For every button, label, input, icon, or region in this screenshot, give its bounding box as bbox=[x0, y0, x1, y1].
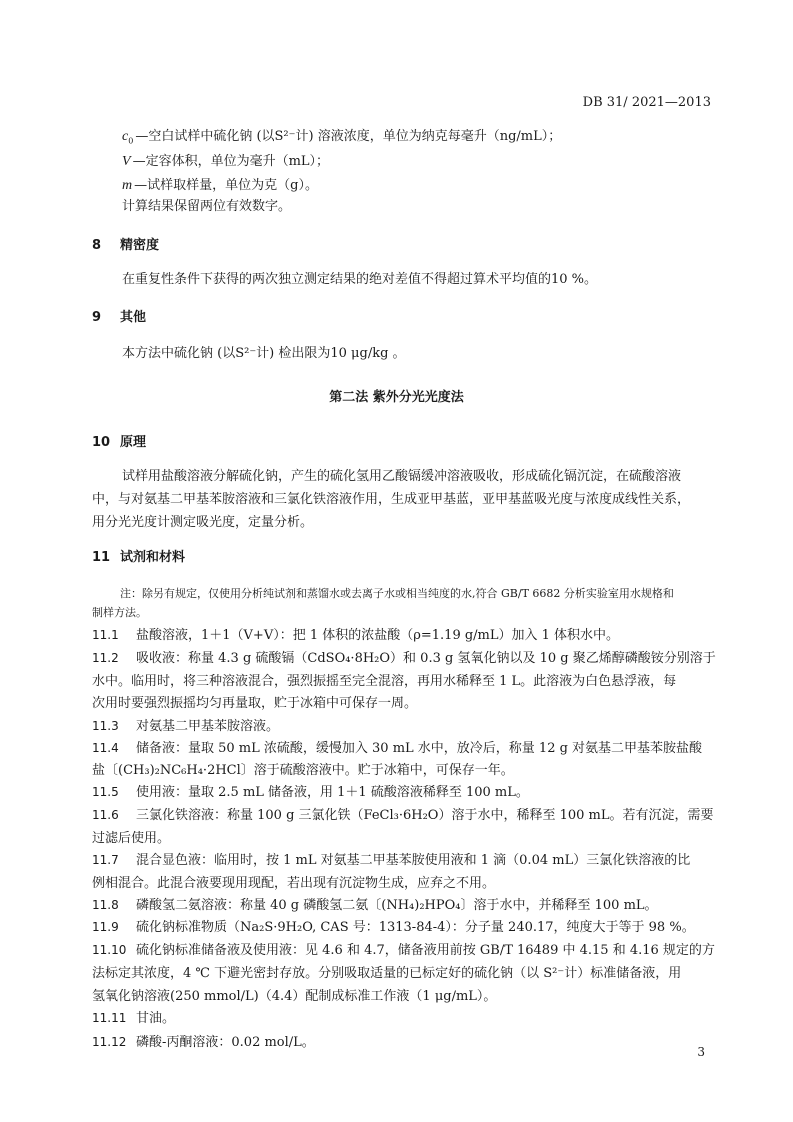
reagent-item-continuation: 盐〔(CH₃)₂NC₆H₄·2HCl〕溶于硫酸溶液中。贮于冰箱中，可保存一年。 bbox=[92, 763, 514, 778]
definition-text: 定容体积，单位为毫升（mL）； bbox=[145, 154, 330, 169]
reagent-item-text: 甘油。 bbox=[136, 1011, 176, 1026]
reagent-item bbox=[92, 895, 658, 916]
reagent-item-continuation: 次用时要强烈振摇均匀再量取，贮于冰箱中可保存一周。 bbox=[92, 696, 418, 711]
definition-text: 空白试样中硫化钠 (以S²⁻计) 溶液浓度，单位为纳克每毫升（ng/mL）； bbox=[148, 129, 562, 144]
definition-text: 试样取样量，单位为克（g）。 bbox=[147, 178, 318, 193]
reagent-item-text: 盐酸溶液，1＋1（V+V）：把 1 体积的浓盐酸（ρ=1.19 g/mL）加入 1 体积水中。 bbox=[136, 628, 620, 643]
reagent-item bbox=[92, 940, 715, 961]
reagent-item-continuation: 例相混合。此混合液要现用现配，若出现有沉淀物生成，应弃之不用。 bbox=[92, 876, 496, 891]
reagent-item-text: 磷酸-丙酮溶液：0.02 mol/L。 bbox=[136, 1035, 315, 1050]
section-number: 10 bbox=[92, 435, 111, 450]
reagent-item-number: 11.8 bbox=[92, 898, 119, 912]
method-title: 第二法 紫外分光光度法 bbox=[329, 390, 464, 405]
reagent-item-number: 11.4 bbox=[92, 741, 119, 755]
header-std-code: DB 31/ 2021—2013 bbox=[582, 95, 711, 110]
reagent-item bbox=[92, 1008, 175, 1029]
reagent-item-number: 11.1 bbox=[92, 628, 119, 642]
definition-row bbox=[122, 151, 329, 172]
definition-row bbox=[122, 175, 318, 196]
section-9-heading bbox=[92, 306, 146, 325]
definition-dash: — bbox=[135, 129, 149, 144]
section-10-text-line: 用分光光度计测定吸光度，定量分析。 bbox=[92, 515, 314, 530]
reagent-item-number: 11.3 bbox=[92, 719, 119, 733]
section-title: 原理 bbox=[120, 435, 147, 450]
reagent-item bbox=[92, 738, 702, 759]
reagent-item-continuation: 氢氧化钠溶液(250 mmol/L)（4.4）配制成标准工作液（1 μg/mL）。 bbox=[92, 989, 497, 1004]
section-number: 11 bbox=[92, 550, 111, 565]
reagent-item-text: 混合显色液：临用时，按 1 mL 对氨基二甲基苯胺使用液和 1 滴（0.04 mL）三氯化铁溶液的比 bbox=[136, 853, 691, 868]
reagent-item-number: 11.12 bbox=[92, 1035, 127, 1049]
section-8-heading bbox=[92, 234, 159, 253]
section-8-text: 在重复性条件下获得的两次独立测定结果的绝对差值不得超过算术平均值的10 %。 bbox=[122, 272, 598, 287]
reagent-item-number: 11.10 bbox=[92, 943, 127, 957]
reagent-item-number: 11.7 bbox=[92, 853, 119, 867]
definition-symbol: c bbox=[122, 129, 129, 144]
reagent-item-number: 11.9 bbox=[92, 920, 119, 934]
definition-row bbox=[122, 126, 561, 152]
reagent-item-text: 三氯化铁溶液：称量 100 g 三氯化铁（FeCl₃·6H₂O）溶于水中，稀释至 100 mL。若有沉淀，需要 bbox=[136, 808, 714, 823]
reagent-item-text: 对氨基二甲基苯胺溶液。 bbox=[136, 719, 280, 734]
reagent-item bbox=[92, 1032, 315, 1053]
definition-dash: — bbox=[132, 154, 146, 169]
definition-symbol: V bbox=[122, 154, 131, 169]
reagent-item bbox=[92, 917, 695, 938]
reagent-item bbox=[92, 782, 529, 803]
reagent-item bbox=[92, 625, 619, 646]
section-10-text-line: 试样用盐酸溶液分解硫化钠，产生的硫化氢用乙酸镉缓冲溶液吸收，形成硫化镉沉淀，在硫酸溶液 bbox=[122, 469, 682, 484]
reagent-item-continuation: 过滤后使用。 bbox=[92, 831, 171, 846]
reagent-item-text: 吸收液：称量 4.3 g 硫酸镉（CdSO₄·8H₂O）和 0.3 g 氢氧化钠以及 10 g 聚乙烯醇磷酸铵分别溶于 bbox=[136, 651, 716, 666]
reagent-note-line: 制样方法。 bbox=[92, 606, 147, 619]
reagent-item-text: 磷酸氢二氨溶液：称量 40 g 磷酸氢二氨〔(NH₄)₂HPO₄〕溶于水中，并稀释至 100 mL。 bbox=[136, 898, 658, 913]
section-title: 试剂和材料 bbox=[120, 550, 186, 565]
reagent-item-number: 11.2 bbox=[92, 651, 119, 665]
section-number: 9 bbox=[92, 310, 102, 325]
section-title: 精密度 bbox=[120, 238, 160, 253]
reagent-item bbox=[92, 850, 690, 871]
reagent-item bbox=[92, 716, 279, 737]
reagent-item-text: 硫化钠标准物质（Na₂S·9H₂O, CAS 号：1313-84-4）：分子量 240.17，纯度大于等于 98 %。 bbox=[136, 920, 695, 935]
definition-symbol: m bbox=[122, 178, 133, 193]
reagent-item-number: 11.11 bbox=[92, 1011, 127, 1025]
section-9-text: 本方法中硫化钠 (以S²⁻计) 检出限为10 μg/kg 。 bbox=[122, 346, 406, 361]
section-10-heading bbox=[92, 431, 146, 450]
section-11-heading bbox=[92, 546, 185, 565]
reagent-note-line: 注：除另有规定，仅使用分析纯试剂和蒸馏水或去离子水或相当纯度的水,符合 GB/T 6682 分析实验室用水规格和 bbox=[120, 587, 674, 600]
reagent-item-continuation: 法标定其浓度，4 ℃ 下避光密封存放。分别吸取适量的已标定好的硫化钠（以 S²⁻计）标准储备液，用 bbox=[92, 966, 682, 981]
reagent-item-text: 硫化钠标准储备液及使用液：见 4.6 和 4.7，储备液用前按 GB/T 16489 中 4.15 和 4.16 规定的方 bbox=[136, 943, 715, 958]
section-10-text-line: 中，与对氨基二甲基苯胺溶液和三氯化铁溶液作用，生成亚甲基蓝，亚甲基蓝吸光度与浓度成线性关系， bbox=[92, 492, 691, 507]
reagent-item bbox=[92, 805, 714, 826]
definitions-note: 计算结果保留两位有效数字。 bbox=[122, 199, 292, 214]
reagent-item-continuation: 水中。临用时，将三种溶液混合，强烈振摇至完全混溶，再用水稀释至 1 L。此溶液为白色悬浮液，每 bbox=[92, 674, 677, 689]
reagent-item-text: 储备液：量取 50 mL 浓硫酸，缓慢加入 30 mL 水中，放冷后，称量 12 g 对氨基二甲基苯胺盐酸 bbox=[136, 741, 703, 756]
reagent-item bbox=[92, 648, 716, 669]
section-number: 8 bbox=[92, 238, 102, 253]
reagent-item-number: 11.5 bbox=[92, 785, 119, 799]
reagent-item-number: 11.6 bbox=[92, 808, 119, 822]
page-number: 3 bbox=[697, 1045, 705, 1059]
definition-dash: — bbox=[134, 178, 148, 193]
definition-symbol-subscript: 0 bbox=[128, 136, 134, 146]
section-title: 其他 bbox=[120, 310, 147, 325]
reagent-item-text: 使用液：量取 2.5 mL 储备液，用 1＋1 硫酸溶液稀释至 100 mL。 bbox=[136, 785, 529, 800]
